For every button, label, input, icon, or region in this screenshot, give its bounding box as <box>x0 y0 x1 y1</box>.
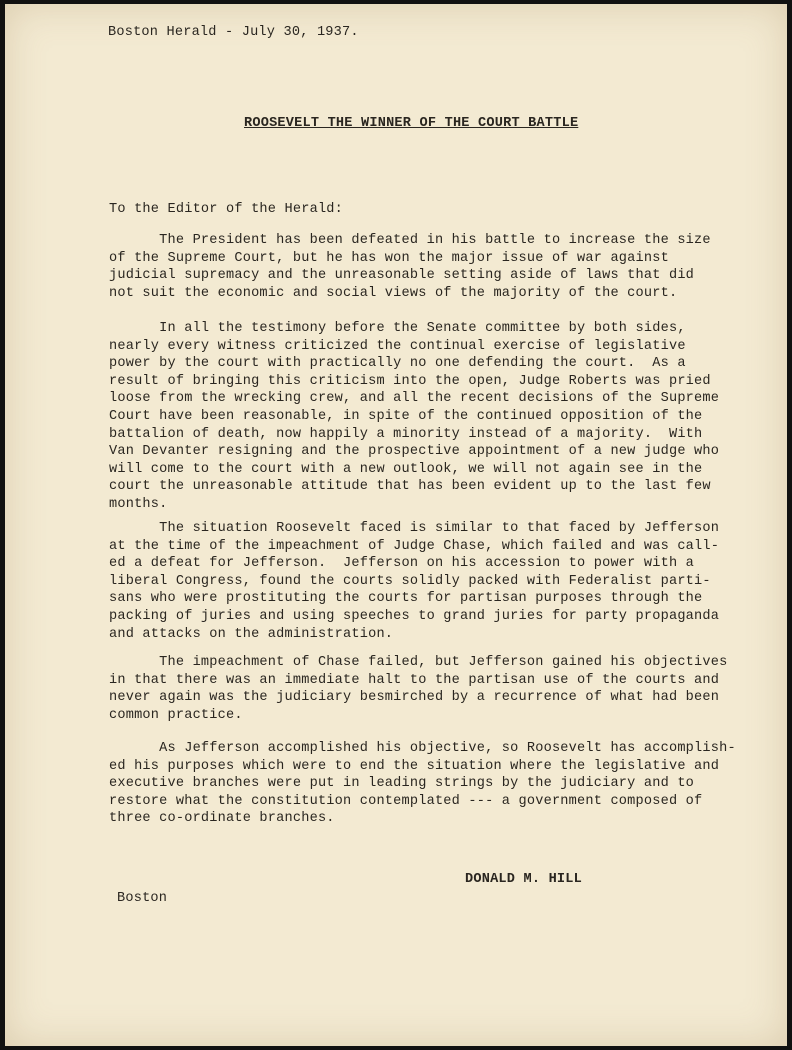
paragraph-5: As Jefferson accomplished his objective, so Roosevelt has accomplish- ed his purposes which were to end the situation where the legislative and executive branches were put in leading strings by the judiciary and to restore what the constitution contemplated --- a government composed of three co-ordinate branches. <box>109 741 736 827</box>
salutation: To the Editor of the Herald: <box>109 202 344 217</box>
signature: DONALD M. HILL <box>465 872 583 887</box>
newspaper-header: Boston Herald - July 30, 1937. <box>108 25 359 40</box>
letter-title: ROOSEVELT THE WINNER OF THE COURT BATTLE <box>244 116 579 131</box>
paragraph-2: In all the testimony before the Senate committee by both sides, nearly every witness criticized the continual exercise of legislative power by the court with practically no one defending the court. As a result of bringing this criticism into the open, Judge Roberts was pried loose from the wrecking crew, and all the recent decisions of the Supreme Court have been reasonable, in spite of the continued opposition of the battalion of death, now happily a minority instead of a majority. With Van Devanter resigning and the prospective appointment of a new judge who will come to the court with a new outlook, we will not again see in the court the unreasonable attitude that has been evident up to the last few months. <box>109 321 720 512</box>
paragraph-3: The situation Roosevelt faced is similar to that faced by Jefferson at the time of the impeachment of Judge Chase, which failed and was call- ed a defeat for Jefferson. Jefferson on his accession to power with a liberal Congress, found the courts solidly packed with Federalist parti- sans who were prostituting the courts for partisan purposes through the packing of juries and using speeches to grand juries for party propaganda and attacks on the administration. <box>109 521 720 642</box>
paragraph-1: The President has been defeated in his battle to increase the size of the Supreme Court, but he has won the major issue of war against judicial supremacy and the unreasonable setting aside of laws that did not suit the economic and social views of the majority of the court. <box>109 233 711 301</box>
letter-page <box>5 4 787 1046</box>
location: Boston <box>117 891 168 906</box>
paragraph-4: The impeachment of Chase failed, but Jefferson gained his objectives in that there was an immediate halt to the partisan use of the courts and never again was the judiciary besmirched by a recurrence of what had been common practice. <box>109 655 728 723</box>
